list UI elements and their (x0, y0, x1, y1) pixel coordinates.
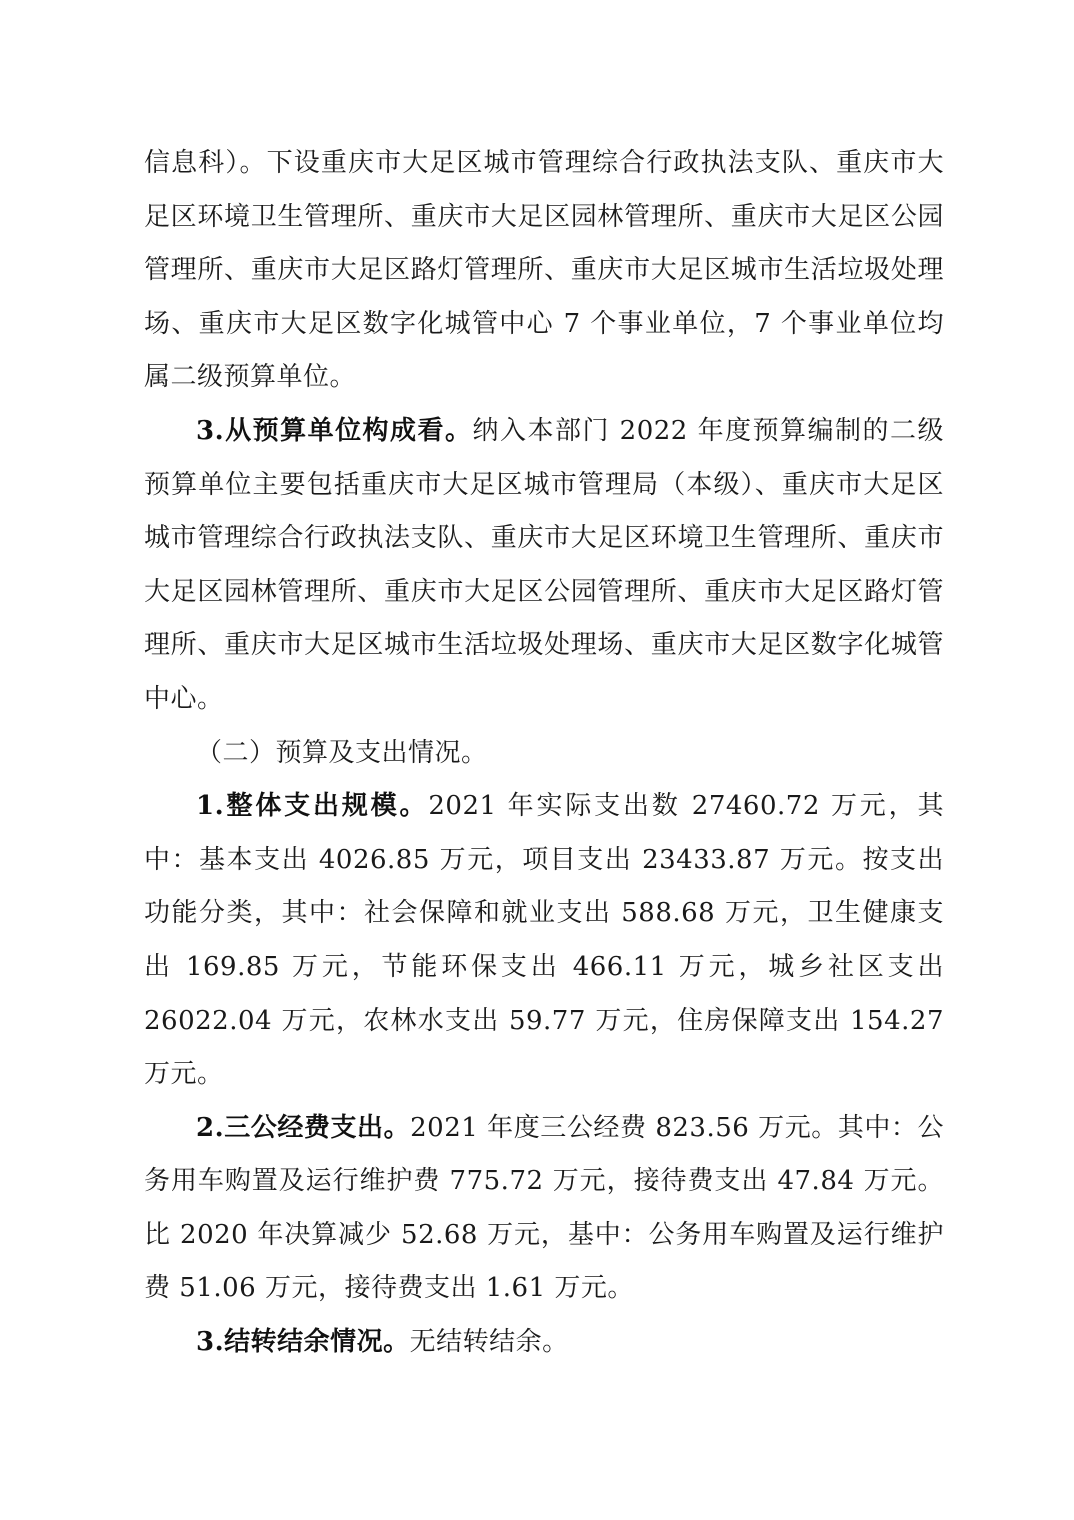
paragraph-body: 2021 年实际支出数 27460.72 万元，其中：基本支出 4026.85 万元，项目支出 23433.87 万元。按支出功能分类，其中：社会保障和就业支出 588.68 万元，卫生健康支出 169.85 万元，节能环保支出 466.11 万元，城乡社区支出 26022.04 万元，农林水支出 59.77 万元，住房保障支出 154.27 万元。 (144, 791, 944, 1090)
section-title-text: （二）预算及支出情况。 (196, 737, 488, 768)
section-heading: 2.三公经费支出。 (196, 1112, 411, 1143)
paragraph-budget-unit-composition (144, 405, 944, 727)
paragraph-body: 信息科）。下设重庆市大足区城市管理综合行政执法支队、重庆市大足区环境卫生管理所、重庆市大足区园林管理所、重庆市大足区公园管理所、重庆市大足区路灯管理所、重庆市大足区城市生活垃圾处理场、重庆市大足区数字化城管中心 7 个事业单位，7 个事业单位均属二级预算单位。 (144, 148, 944, 393)
section-heading: 1.整体支出规模。 (196, 791, 429, 822)
paragraph-three-public-expenses (144, 1102, 944, 1316)
document-body (144, 137, 944, 1370)
paragraph-subordinate-units (144, 137, 944, 405)
paragraph-overall-expenditure (144, 780, 944, 1102)
paragraph-body: 纳入本部门 2022 年度预算编制的二级预算单位主要包括重庆市大足区城市管理局（本级）、重庆市大足区城市管理综合行政执法支队、重庆市大足区环境卫生管理所、重庆市大足区园林管理所、重庆市大足区公园管理所、重庆市大足区路灯管理所、重庆市大足区城市生活垃圾处理场、重庆市大足区数字化城管中心。 (144, 415, 944, 714)
paragraph-carryover-balance (144, 1316, 944, 1370)
paragraph-body: 无结转结余。 (409, 1327, 569, 1358)
section-heading: 3.结转结余情况。 (196, 1327, 410, 1358)
section-heading: 3.从预算单位构成看。 (196, 415, 473, 446)
section-title-budget-expenditure (144, 727, 944, 781)
paragraph-body: 2021 年度三公经费 823.56 万元。其中：公务用车购置及运行维护费 775.72 万元，接待费支出 47.84 万元。比 2020 年决算减少 52.68 万元，基中：公务用车购置及运行维护费 51.06 万元，接待费支出 1.61 万元。 (144, 1112, 944, 1304)
